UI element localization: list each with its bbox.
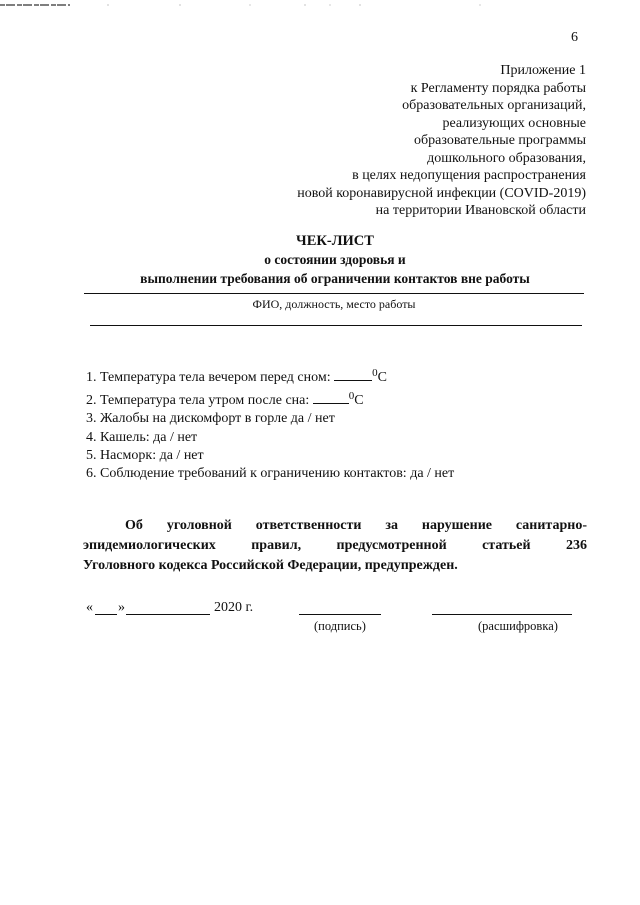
annex-line: Приложение 1 bbox=[500, 63, 586, 78]
warning-line-3: Уголовного кодекса Российской Федерации, предупрежден. bbox=[83, 558, 458, 573]
decoding-caption: (расшифровка) bbox=[478, 619, 558, 633]
signature-row bbox=[86, 600, 586, 640]
document-title bbox=[75, 232, 595, 288]
question-text: 2. Температура тела утром после сна: bbox=[86, 393, 313, 409]
scan-artifact-line bbox=[0, 3, 640, 7]
annex-line: реализующих основные bbox=[442, 115, 586, 131]
fio-line-bottom bbox=[90, 325, 582, 326]
annex-line: новой коронавирусной инфекции (COVID-2019) bbox=[297, 185, 586, 201]
question-3: 3. Жалобы на дискомфорт в горле да / нет bbox=[86, 411, 335, 427]
question-5: 5. Насморк: да / нет bbox=[86, 447, 204, 463]
annex-header bbox=[226, 62, 586, 220]
celsius-unit: С bbox=[354, 393, 364, 409]
question-1 bbox=[86, 364, 454, 387]
annex-line: дошкольного образования, bbox=[427, 150, 586, 166]
date-quote-open: « bbox=[86, 600, 93, 615]
title-subtitle-2: выполнении требования об ограничении контактов вне работы bbox=[140, 271, 530, 286]
title-subtitle-1: о состоянии здоровья и bbox=[264, 252, 406, 267]
question-6: 6. Соблюдение требований к ограничению контактов: да / нет bbox=[86, 466, 455, 482]
warning-line-1: Об уголовной ответственности за нарушение санитарно- bbox=[125, 518, 587, 533]
signature-caption: (подпись) bbox=[314, 619, 366, 633]
annex-line: образовательных организаций, bbox=[402, 98, 586, 113]
annex-line: к Регламенту порядка работы bbox=[410, 80, 586, 96]
warning-line-2: эпидемиологических правил, предусмотренной статьей 236 bbox=[83, 538, 587, 553]
celsius-unit: С bbox=[377, 370, 387, 385]
question-list bbox=[86, 364, 454, 483]
question-2 bbox=[86, 387, 454, 410]
annex-line: на территории Ивановской области bbox=[375, 203, 586, 218]
date-month-blank bbox=[126, 614, 210, 615]
annex-line: образовательные программы bbox=[414, 133, 586, 148]
degree-mark: 0 bbox=[372, 367, 378, 379]
date-day-blank bbox=[95, 614, 117, 615]
degree-mark: 0 bbox=[348, 390, 355, 403]
answer-blank bbox=[334, 368, 372, 381]
date-quote-close: » bbox=[118, 600, 125, 615]
decoding-blank bbox=[432, 614, 572, 615]
page-number: 6 bbox=[571, 30, 578, 45]
answer-blank bbox=[313, 391, 349, 404]
fio-caption: ФИО, должность, место работы bbox=[252, 297, 416, 311]
title-main: ЧЕК-ЛИСТ bbox=[296, 233, 374, 249]
liability-warning bbox=[83, 516, 587, 576]
fio-line bbox=[84, 293, 584, 294]
question-4: 4. Кашель: да / нет bbox=[86, 429, 198, 445]
signature-blank bbox=[299, 614, 381, 615]
date-year: 2020 г. bbox=[214, 600, 254, 615]
question-text: 1. Температура тела вечером перед сном: bbox=[86, 370, 335, 385]
annex-line: в целях недопущения распространения bbox=[352, 168, 586, 183]
